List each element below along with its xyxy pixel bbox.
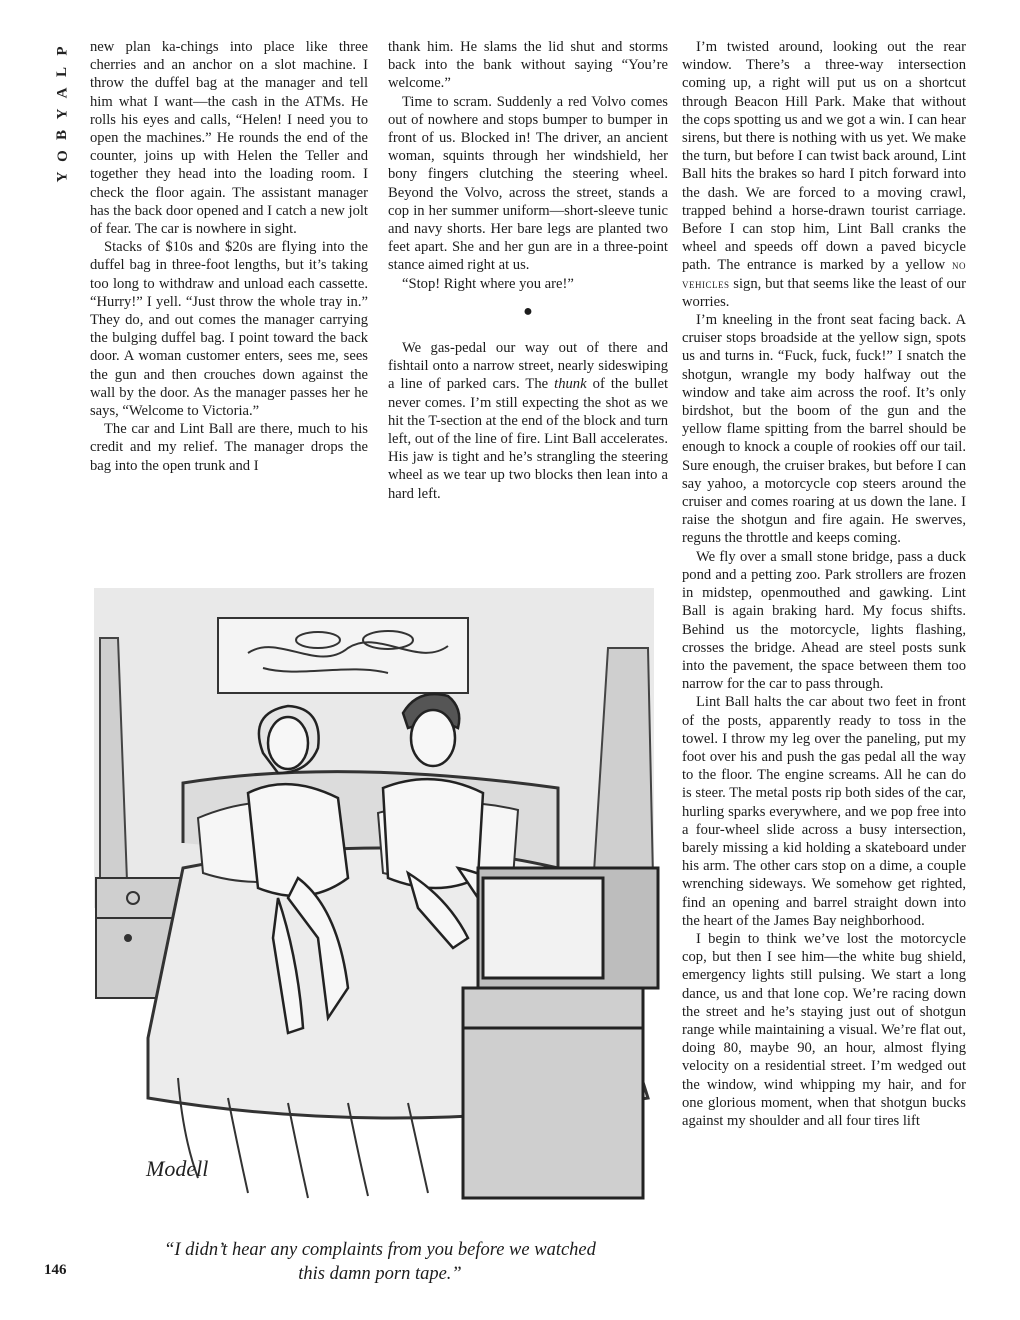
- cartoonist-signature: Modell: [146, 1156, 209, 1181]
- text-run: of the bullet never comes. I’m still expecting the shot as we hit the T-section at the end of the block and turn left, out of the line of fire. Lint Ball accelerates. His jaw is tight and he’s strangling the steering wheel as we tear up two blocks then lean into a hard left.: [388, 376, 668, 502]
- text-run: sign, but that seems like the least of our worries.: [682, 275, 966, 310]
- masthead-letter: L: [54, 65, 71, 78]
- paragraph: new plan ka-chings into place like three cherries and an anchor on a slot machine. I throw the duffel bag at the manager and tell him what I want—the cash in the ATMs. He rolls his eyes and calls, “Helen! I need you to open the machines.” He rounds the end of the counter, joins up with Helen the Teller and together they head into the loading room. I check the floor again. The assistant manager has the back door opened and I catch a new jolt of fear. The car is nowhere in sight.: [90, 39, 368, 238]
- section-break-bullet: ●: [523, 302, 533, 320]
- paragraph: thank him. He slams the lid shut and storms back into the bank without saying “You’re welcome.”: [388, 39, 668, 92]
- masthead-letter: O: [54, 149, 71, 162]
- television: [463, 868, 658, 1198]
- paragraph: Stacks of $10s and $20s are flying into the duffel bag in three-foot lengths, but it’s taking too long to withdraw and unload each cassette. “Hurry!” I yell. “Just throw the whole tray in.” They do, and out comes the manager carrying the bulging duffel bag. I point toward the back door. A woman customer enters, sees me, sees the gun and then crouches down against the wall by the door. As the manager passes her he says, “Welcome to Victoria.”: [90, 239, 368, 420]
- caption-line: “I didn’t hear any complaints from you before we watched: [164, 1240, 596, 1260]
- paragraph: I’m kneeling in the front seat facing back. A cruiser stops broadside at the yellow sign, spots us and turns in. “Fuck, fuck, fuck!” I snatch the shotgun, wrangle my body halfway out the window and take aim across the roof. It’s only birdshot, but the boom of the gun and the yellow flame spitting from the barrel should be enough to knock a couple of rookies off our tail. Sure enough, the cruiser brakes, but before I can say yahoo, a motorcycle cop steers around the cruiser and comes roaring at us down the lane. I raise the shotgun and fire again. He swerves, reguns the throttle and keeps coming.: [682, 312, 966, 547]
- paragraph: Lint Ball halts the car about two feet in front of the posts, apparently ready to toss in the towel. I throw my leg over the paneling, put my foot over his and push the gas pedal all the way to the floor. The engine screams. All he can do is steer. The metal posts rip both sides of the car, hurling sparks everywhere, and we pop free into a four-wheel slide across a busy intersection, barely missing a kid holding a skateboard under his arm. The other cars stop on a dime, a couple wrenching sideways. We somehow get righted, find an opening and barrel straight down into the heart of the James Bay neighborhood.: [682, 694, 966, 929]
- caption-line: this damn porn tape.”: [298, 1264, 462, 1284]
- masthead-letter: A: [54, 86, 71, 99]
- masthead-letter: Y: [54, 170, 71, 183]
- text-run: We gas-pedal our way out of there and fishtail onto a narrow street, nearly sideswiping a line of parked cars. The: [388, 340, 668, 393]
- paragraph: [388, 339, 668, 503]
- paragraph: [682, 38, 966, 311]
- paragraph: We fly over a small stone bridge, pass a duck pond and a petting zoo. Park strollers are frozen in midstep, openmouthed and gawking. Lint Ball is again braking hard. My focus shifts. Behind us the motorcycle, lights flashing, crosses the bridge. Ahead are steel posts sunk into the pavement, the space between them too narrow for the car to pass through.: [682, 548, 966, 693]
- paragraph: “Stop! Right where you are!”: [402, 275, 574, 292]
- wall-painting: [218, 618, 468, 693]
- paragraph: I begin to think we’ve lost the motorcycle cop, but then I see him—the white bug shield, emergency lights still pulsing. We start a long dance, us and that lone cop. We’re racing down the street and he’s staying just out of shotgun range while maintaining a visual. We’re flat out, doing 80, maybe 90, an hour, almost flying velocity on a residential street. I’m wedged out the window, wind whipping my hair, and for one glorious moment, when that shotgun bucks against my shoulder and all four tires lift: [682, 930, 966, 1129]
- masthead-letter: B: [54, 128, 71, 141]
- magazine-masthead: [52, 40, 74, 187]
- text-column-1: [90, 38, 368, 475]
- text-column-3: [682, 38, 966, 1130]
- cartoon-caption: [120, 1238, 640, 1286]
- small-caps-sign-text: no vehicles: [682, 258, 966, 291]
- page-number: 146: [44, 1262, 67, 1278]
- paragraph: Time to scram. Suddenly a red Volvo comes out of nowhere and stops bumper to bumper in front of us. Blocked in! The driver, an ancient woman, squints through her windshield, her bony fingers clutching the steering wheel. Beyond the Volvo, across the street, stands a cop in her summer uniform—short-sleeve tunic and navy shorts. Her bare legs are planted two feet apart. She and her gun are in a three-point stance aimed right at us.: [388, 93, 668, 274]
- text-run: I’m twisted around, looking out the rear window. There’s a three-way intersection coming up, a right will put us on a shortcut through Beacon Hill Park. Make that without the cops spotting us and we got a win. I can hear sirens, but there is nothing with us yet. We make the turn, but before I can twist back around, Lint Ball hits the brakes so hard I pitch forward into the dash. We are forced to a moving crawl, trapped behind a horse-drawn tourist carriage. Before I can stop him, Lint Ball cranks the wheel and speeds off down a paved bicycle path. The entrance is marked by a yellow: [682, 39, 966, 274]
- masthead-letter: P: [54, 45, 71, 56]
- italic-word: thunk: [554, 376, 587, 393]
- paragraph: The car and Lint Ball are there, much to his credit and my relief. The manager drops the bag into the open trunk and I: [90, 421, 368, 474]
- masthead-letter: Y: [54, 107, 71, 120]
- text-column-2: [388, 38, 668, 503]
- cartoon-illustration: [88, 578, 664, 1214]
